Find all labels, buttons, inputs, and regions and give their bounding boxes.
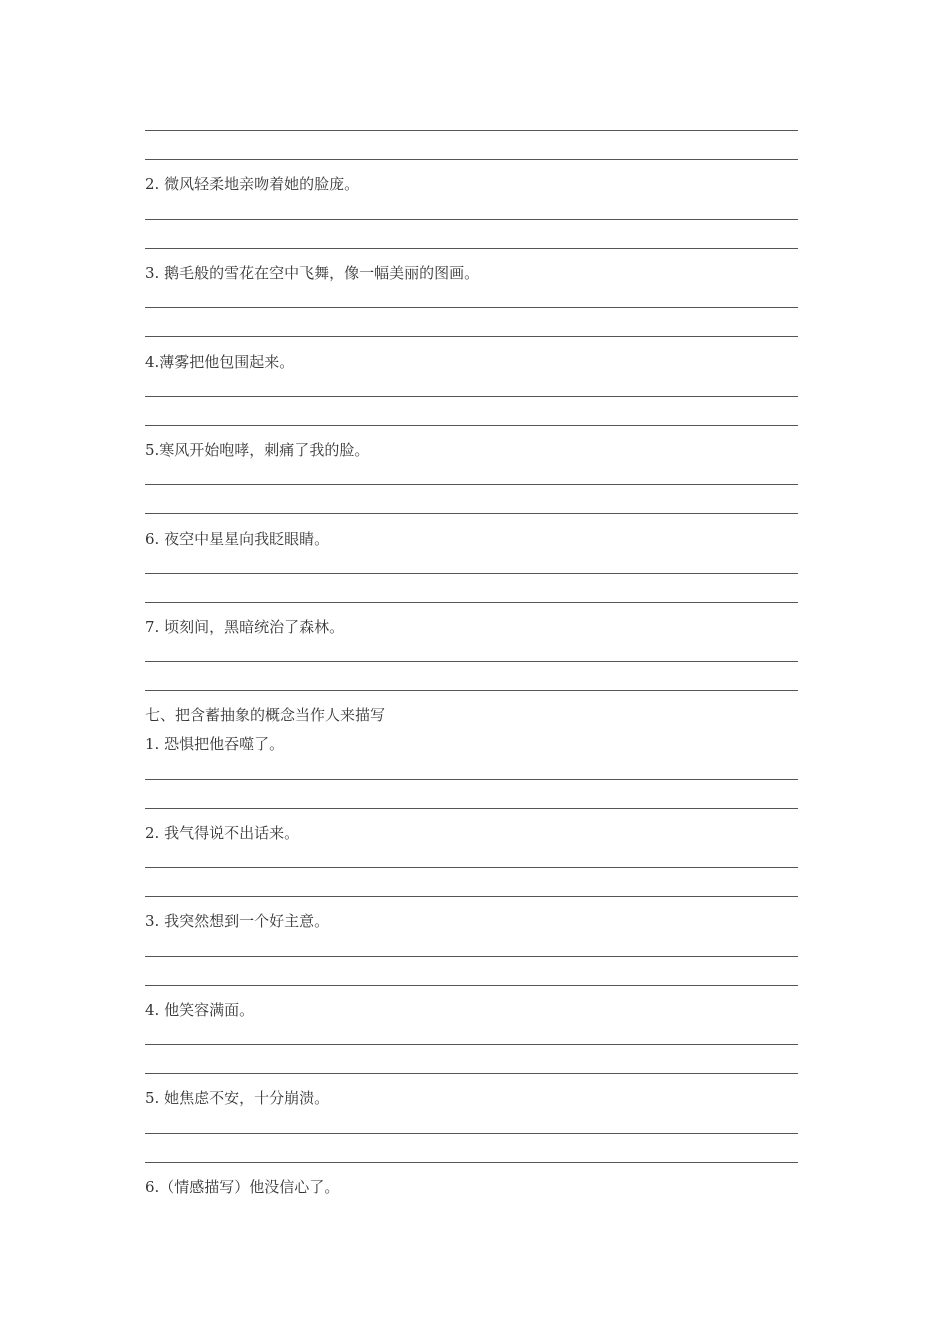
answer-line — [145, 573, 798, 574]
exercise-item: 6. 夜空中星星向我眨眼睛。 — [145, 530, 330, 548]
exercise-item: 3. 我突然想到一个好主意。 — [145, 912, 330, 930]
answer-line — [145, 336, 798, 337]
exercise-item: 2. 我气得说不出话来。 — [145, 824, 300, 842]
answer-line — [145, 1133, 798, 1134]
answer-line — [145, 219, 798, 220]
answer-line — [145, 130, 798, 131]
answer-line — [145, 248, 798, 249]
exercise-item: 5.寒风开始咆哮，刺痛了我的脸。 — [145, 441, 370, 459]
exercise-item: 4. 他笑容满面。 — [145, 1001, 255, 1019]
answer-line — [145, 690, 798, 691]
answer-line — [145, 1073, 798, 1074]
answer-line — [145, 425, 798, 426]
answer-line — [145, 513, 798, 514]
answer-line — [145, 896, 798, 897]
section-heading: 七、把含蓄抽象的概念当作人来描写 — [145, 706, 386, 724]
answer-line — [145, 159, 798, 160]
answer-line — [145, 867, 798, 868]
exercise-item: 1. 恐惧把他吞噬了。 — [145, 735, 285, 753]
answer-line — [145, 1162, 798, 1163]
answer-line — [145, 307, 798, 308]
answer-line — [145, 396, 798, 397]
answer-line — [145, 484, 798, 485]
answer-line — [145, 956, 798, 957]
exercise-item: 2. 微风轻柔地亲吻着她的脸庞。 — [145, 175, 360, 193]
exercise-item: 6.（情感描写）他没信心了。 — [145, 1178, 340, 1196]
exercise-item: 4.薄雾把他包围起来。 — [145, 353, 295, 371]
exercise-item: 5. 她焦虑不安，十分崩溃。 — [145, 1089, 330, 1107]
exercise-item: 3. 鹅毛般的雪花在空中飞舞，像一幅美丽的图画。 — [145, 264, 480, 282]
exercise-item: 7. 顷刻间，黑暗统治了森林。 — [145, 618, 345, 636]
answer-line — [145, 779, 798, 780]
answer-line — [145, 985, 798, 986]
answer-line — [145, 808, 798, 809]
answer-line — [145, 602, 798, 603]
answer-line — [145, 1044, 798, 1045]
answer-line — [145, 661, 798, 662]
